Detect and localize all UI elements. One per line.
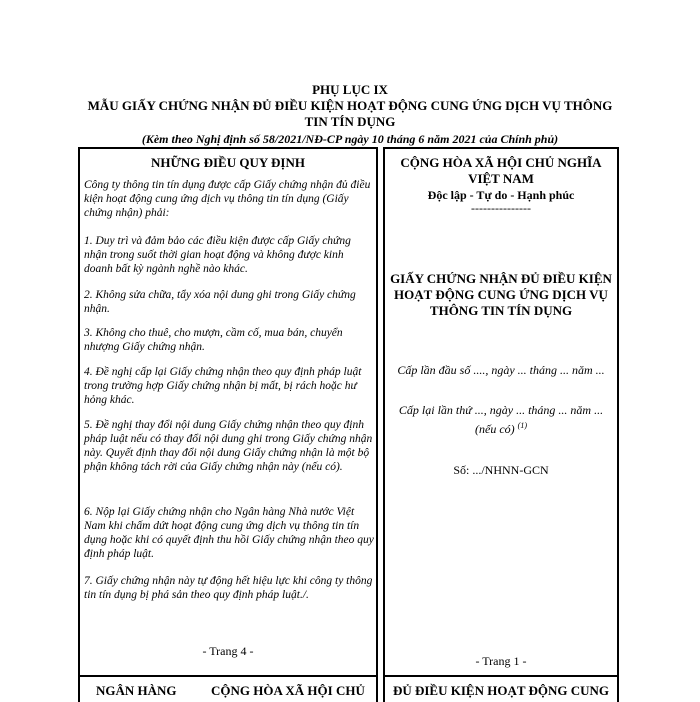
regulation-item-1: 1. Duy trì và đảm bảo các điều kiện được cấp Giấy chứng nhận trong suốt thời gian hoạt động và không được kinh doanh bất kỳ ngành nghề nào khác. <box>84 235 351 275</box>
certificate-number: Số: .../NHNN-GCN <box>453 463 549 477</box>
republic-heading-fragment: CỘNG HÒA XÃ HỘI CHỦ <box>211 683 365 698</box>
motto-underline: --------------- <box>471 201 531 215</box>
certificate-title-fragment: ĐỦ ĐIỀU KIỆN HOẠT ĐỘNG CUNG <box>392 683 610 698</box>
reissue-line <box>385 402 617 437</box>
panel-divider-left <box>80 675 376 677</box>
regulation-item-2: 2. Không sửa chữa, tẩy xóa nội dung ghi trong Giấy chứng nhận. <box>84 289 356 315</box>
regulations-intro: Công ty thông tin tín dụng được cấp Giấy chứng nhận đủ điều kiện hoạt động cung ứng dịch vụ thông tin tín dụng (Giấy chứng nhận) phải: <box>84 179 371 219</box>
regulation-item-4: 4. Đề nghị cấp lại Giấy chứng nhận theo quy định pháp luật trong trường hợp Giấy chứng nhận bị mất, bị rách hoặc hư hỏng khác. <box>84 366 362 406</box>
regulation-item-5: 5. Đề nghị thay đổi nội dung Giấy chứng nhận theo quy định pháp luật nếu có thay đổi nội dung ghi trong Giấy chứng nhận này. Quyết định thay đổi nội dung Giấy chứng nhận là một bộ phận không tách rời của Giấy chứng nhận này (nếu có). <box>84 419 373 473</box>
regulations-panel <box>78 147 378 702</box>
footnote-marker: (1) <box>517 421 527 430</box>
page-number-left: - Trang 4 - <box>202 644 254 658</box>
regulation-item-6: 6. Nộp lại Giấy chứng nhận cho Ngân hàng Nhà nước Việt Nam khi chấm dứt hoạt động cung ứng dịch vụ thông tin tín dụng hoặc khi có quyết định thu hồi Giấy chứng nhận theo quy định pháp luật. <box>84 506 374 560</box>
regulation-item-7: 7. Giấy chứng nhận này tự động hết hiệu lực khi công ty thông tin tín dụng bị phá sản theo quy định pháp luật./. <box>84 575 373 601</box>
document-title: MẪU GIẤY CHỨNG NHẬN ĐỦ ĐIỀU KIỆN HOẠT ĐỘNG CUNG ỨNG DỊCH VỤ THÔNG TIN TÍN DỤNG <box>87 98 613 129</box>
regulations-title: NHỮNG ĐIỀU QUY ĐỊNH <box>151 155 305 170</box>
national-motto: Độc lập - Tự do - Hạnh phúc <box>427 188 575 202</box>
nation-heading: CỘNG HÒA XÃ HỘI CHỦ NGHĨA VIỆT NAM <box>400 155 602 186</box>
page-number-right: - Trang 1 - <box>475 654 527 668</box>
first-issue-line: Cấp lần đầu số ...., ngày ... tháng ... năm ... <box>397 363 605 377</box>
certificate-cover-panel <box>383 147 619 702</box>
reissue-text: Cấp lại lần thứ ..., ngày ... tháng ... năm ... (nếu có) <box>398 403 604 436</box>
appendix-label: PHỤ LỤC IX <box>312 82 388 97</box>
certificate-title: GIẤY CHỨNG NHẬN ĐỦ ĐIỀU KIỆN HOẠT ĐỘNG CUNG ỨNG DỊCH VỤ THÔNG TIN TÍN DỤNG <box>390 271 612 318</box>
regulation-item-3: 3. Không cho thuê, cho mượn, cầm cố, mua bán, chuyển nhượng Giấy chứng nhận. <box>84 327 343 353</box>
document-subtitle: (Kèm theo Nghị định số 58/2021/NĐ-CP ngày 10 tháng 6 năm 2021 của Chính phủ) <box>141 132 559 146</box>
panel-divider-right <box>385 675 617 677</box>
bank-heading: NGÂN HÀNG <box>96 683 177 698</box>
